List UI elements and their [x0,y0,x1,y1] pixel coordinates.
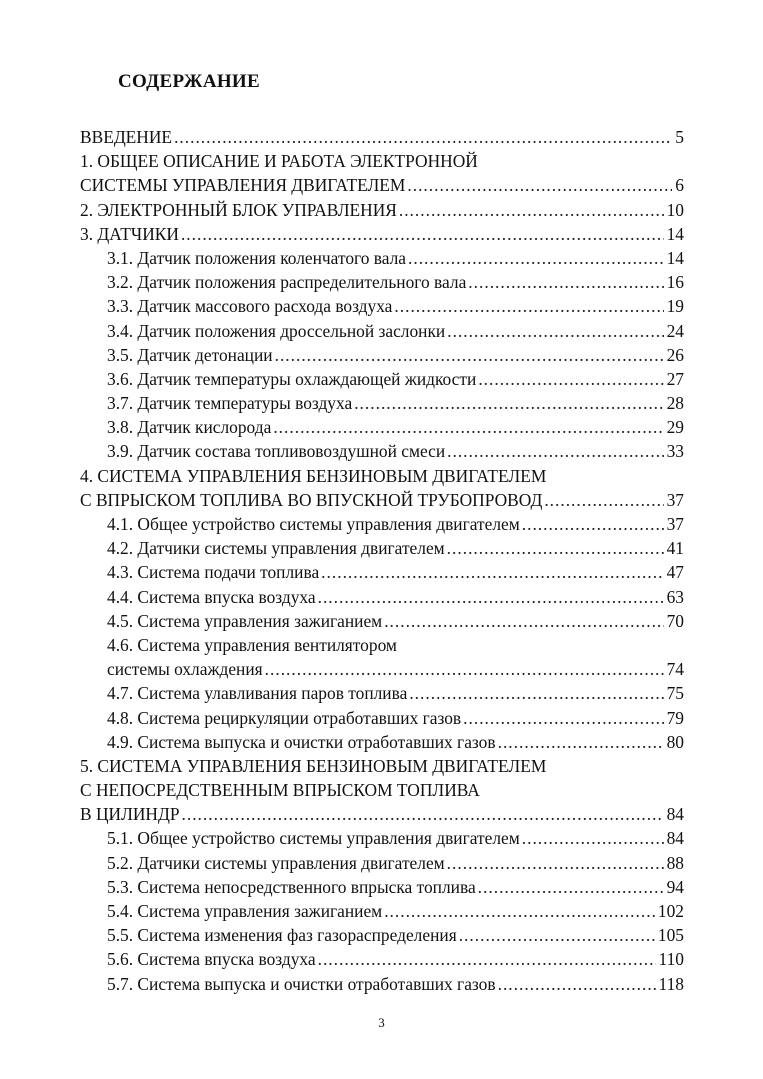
toc-entry-label: 4.9. Система выпуска и очистки отработавших газов [107,731,496,752]
toc-entry-page: 27 [666,368,684,389]
toc-entry [80,947,684,971]
toc-entry-label: 4. СИСТЕМА УПРАВЛЕНИЯ БЕНЗИНОВЫМ ДВИГАТЕЛЕМ [80,465,547,486]
toc-entry [80,294,684,318]
dot-leader [544,488,663,512]
toc-entry-page: 63 [666,586,684,607]
toc-entry-label: 5.7. Система выпуска и очистки отработавших газов [107,973,496,994]
toc-entry-label: 1. ОБЩЕЕ ОПИСАНИЕ И РАБОТА ЭЛЕКТРОННОЙ [80,151,478,172]
dot-leader [408,246,664,270]
toc-entry-label: 4.2. Датчики системы управления двигателем [107,538,445,559]
toc-entry [80,198,684,222]
toc-entry-label: 3.8. Датчик кислорода [107,417,272,438]
toc-entry [80,706,684,730]
toc-entry [80,149,684,173]
toc-entry-page: 70 [666,610,684,631]
toc-entry-page: 84 [666,828,684,849]
page-title: СОДЕРЖАНИЕ [118,71,260,92]
dot-leader [354,391,663,415]
toc-entry-label: 3.1. Датчик положения коленчатого вала [107,247,407,268]
toc-entry-label: 4.6. Система управления вентилятором [107,634,397,655]
toc-entry [80,899,684,923]
dot-leader [459,923,655,947]
toc-entry [80,851,684,875]
dot-leader [447,536,664,560]
toc-entry [80,512,684,536]
toc-entry-page: 24 [666,320,684,341]
toc-entry-label: В ЦИЛИНДР [80,804,180,825]
toc-entry [80,536,684,560]
toc-entry-page: 118 [658,973,684,994]
dot-leader [463,706,663,730]
toc-entry-page: 102 [657,901,684,921]
toc-entry [80,802,684,826]
dot-leader [478,875,664,899]
toc-entry-page: 74 [666,659,684,680]
toc-entry-page: 105 [657,925,684,946]
dot-leader [522,826,664,850]
toc-entry-page: 47 [666,562,684,583]
toc-entry-label: системы охлаждения [107,659,263,680]
toc-entry-label: С НЕПОСРЕДСТВЕННЫМ ВПРЫСКОМ ТОПЛИВА [80,780,480,801]
toc-entry-label: 4.3. Система подачи топлива [107,562,320,583]
toc-entry [80,875,684,899]
toc-entry [80,246,684,270]
toc-entry-label: 3.3. Датчик массового расхода воздуха [107,296,393,317]
toc-entry-label: 4.1. Общее устройство системы управления двигателем [107,514,520,534]
toc-entry-page: 10 [666,199,684,220]
dot-leader [318,947,656,971]
toc-entry-page: 75 [666,683,684,704]
toc-entry-page: 88 [666,852,684,873]
toc-entry-label: 5.1. Общее устройство системы управления двигателем [107,828,520,849]
dot-leader [182,802,664,826]
toc-entry [80,633,684,657]
toc-entry-page: 94 [666,876,684,897]
toc-entry [80,972,684,996]
toc-entry [80,585,684,609]
toc-entry-label: 4.4. Система впуска воздуха [107,586,316,607]
toc-entry-label: 5.6. Система впуска воздуха [107,949,316,970]
toc-entry [80,778,684,802]
toc-entry-label: 3.5. Датчик детонации [107,344,273,365]
dot-leader [407,173,672,197]
dot-leader [447,319,663,343]
toc-entry [80,488,684,512]
toc-entry-page: 79 [666,707,684,728]
dot-leader [394,294,663,318]
toc-entry-page: 6 [675,175,684,196]
toc-entry [80,681,684,705]
dot-leader [384,609,663,633]
toc-entry [80,826,684,850]
toc-entry-page: 80 [666,731,684,752]
toc-entry-label: 3.4. Датчик положения дроссельной заслонки [107,320,446,341]
page-number: 3 [378,1015,385,1030]
toc-entry-label: 5.3. Система непосредственного впрыска топлива [107,876,476,897]
toc-entry-label: 3.9. Датчик состава топливовоздушной смеси [107,441,446,462]
dot-leader [275,343,664,367]
dot-leader [468,270,663,294]
dot-leader [273,415,663,439]
dot-leader [409,681,663,705]
toc-entry-label: 2. ЭЛЕКТРОННЫЙ БЛОК УПРАВЛЕНИЯ [80,199,397,220]
dot-leader [384,899,655,923]
dot-leader [478,367,663,391]
toc-entry [80,754,684,778]
toc-entry-page: 28 [666,393,684,414]
toc-entry [80,657,684,681]
toc-entry-label: 3. ДАТЧИКИ [80,223,179,244]
toc-entry-page: 37 [666,514,684,534]
toc-entry-page: 26 [666,344,684,365]
toc-entry-page: 14 [666,247,684,268]
toc-entry [80,173,684,197]
toc-entry-label: 5. СИСТЕМА УПРАВЛЕНИЯ БЕНЗИНОВЫМ ДВИГАТЕЛЕМ [80,755,547,776]
toc-entry [80,222,684,246]
toc-entry-page: 110 [658,949,684,970]
dot-leader [447,439,663,463]
toc-entry-page: 29 [666,417,684,438]
toc-entry-page: 41 [666,538,684,559]
toc-entry [80,415,684,439]
toc-entry-label: С ВПРЫСКОМ ТОПЛИВА ВО ВПУСКНОЙ ТРУБОПРОВОД [80,489,543,510]
toc-entry-page: 37 [666,489,684,510]
toc-entry-label: ВВЕДЕНИЕ [80,127,173,147]
toc-entry [80,391,684,415]
toc-entry-page: 5 [675,127,684,147]
table-of-contents [80,125,684,996]
toc-entry-label: 3.7. Датчик температуры воздуха [107,393,353,414]
dot-leader [265,657,664,681]
toc-entry-page: 16 [666,272,684,293]
toc-entry [80,270,684,294]
dot-leader [318,585,664,609]
toc-entry-label: 5.5. Система изменения фаз газораспределения [107,925,457,946]
toc-entry [80,464,684,488]
dot-leader [498,730,664,754]
toc-entry [80,367,684,391]
toc-entry [80,319,684,343]
toc-entry [80,609,684,633]
toc-entry-label: 3.2. Датчик положения распределительного вала [107,272,467,293]
toc-entry-page: 84 [666,804,684,825]
toc-entry-label: 4.5. Система управления зажиганием [107,610,383,631]
toc-entry [80,125,684,149]
dot-leader [399,198,664,222]
dot-leader [447,851,664,875]
toc-entry-label: СИСТЕМЫ УПРАВЛЕНИЯ ДВИГАТЕЛЕМ [80,175,406,196]
toc-entry-page: 19 [666,296,684,317]
toc-entry [80,560,684,584]
dot-leader [181,222,664,246]
dot-leader [321,560,663,584]
toc-entry [80,343,684,367]
toc-entry-page: 33 [666,441,684,462]
toc-entry [80,730,684,754]
toc-entry-label: 4.7. Система улавливания паров топлива [107,683,408,704]
toc-entry [80,923,684,947]
toc-entry-label: 4.8. Система рециркуляции отработавших газов [107,707,462,728]
dot-leader [522,512,664,536]
toc-entry-label: 3.6. Датчик температуры охлаждающей жидкости [107,368,477,389]
toc-entry-page: 14 [666,223,684,244]
dot-leader [498,972,656,996]
toc-entry-label: 5.4. Система управления зажиганием [107,901,383,921]
toc-entry [80,439,684,463]
toc-entry-label: 5.2. Датчики системы управления двигателем [107,852,445,873]
dot-leader [174,125,672,149]
